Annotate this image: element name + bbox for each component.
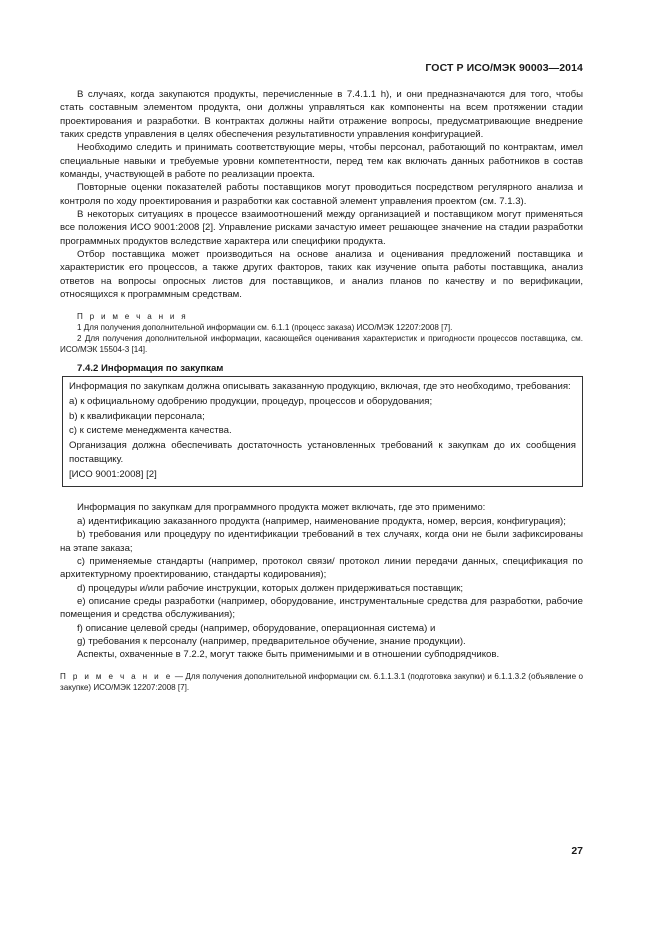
software-info-item: g) требования к персоналу (например, предварительное обучение, знание продукции). [77, 635, 466, 647]
quote-intro: Информация по закупкам должна описывать заказанную продукцию, включая, где это необходимо, требования: [69, 381, 571, 393]
page-number: 27 [571, 845, 583, 857]
bottom-note-text: — Для получения дополнительной информации см. 6.1.1.3.1 (подготовка закупки) и 6.1.1.3.2 (объявление о закупке) ИСО/МЭК 12207:2008 [7]. [60, 671, 583, 692]
software-info-closing: Аспекты, охваченные в 7.2.2, могут также быть применимыми и в отношении субподрядчиков. [77, 649, 500, 661]
notes-block [60, 311, 583, 356]
page-content [60, 88, 583, 693]
body-paragraph: Повторные оценки показателей работы поставщиков могут проводиться посредством регулярного анализа и контроля по ходу проектирования и разработки как составной элемент управления проектом (см. 7.1.3). [60, 182, 583, 207]
bottom-note-label: П р и м е ч а н и е [60, 671, 173, 681]
quote-closing: Организация должна обеспечивать достаточность установленных требований к закупкам до их сообщения поставщику. [69, 439, 576, 466]
quote-item: c) к системе менеджмента качества. [69, 425, 232, 437]
quote-item: b) к квалификации персонала; [69, 410, 205, 422]
bottom-note [60, 671, 583, 693]
software-info-item: e) описание среды разработки (например, оборудование, инструментальные средства для разработки, рабочие помещения и средства обслуживания); [60, 595, 583, 621]
section-heading: 7.4.2 Информация по закупкам [77, 363, 224, 375]
iso-quote-box [62, 376, 583, 487]
note-item: 1 Для получения дополнительной информации см. 6.1.1 (процесс заказа) ИСО/МЭК 12207:2008 [7]. [77, 322, 453, 332]
standard-header: ГОСТ Р ИСО/МЭК 90003—2014 [425, 62, 583, 74]
software-info-item: b) требования или процедуру по идентификации требований в тех случаях, когда они не были зафиксированы на этапе заказа; [60, 529, 583, 554]
note-item: 2 Для получения дополнительной информации, касающейся оценивания характеристик и пригодности процессов поставщика, см. ИСО/МЭК 15504-3 [14]. [60, 333, 583, 355]
quote-reference: [ИСО 9001:2008] [2] [69, 468, 157, 480]
quote-item: a) к официальному одобрению продукции, процедур, процессов и оборудования; [69, 395, 433, 407]
body-paragraph: Необходимо следить и принимать соответствующие меры, чтобы персонал, работающий по контрактам, имел специальные навыки и требуемые уровни компетентности, перед тем как включать данных работников в состав команды, участвующей в работе по реализации проекта. [60, 142, 583, 181]
software-info-item: d) процедуры и/или рабочие инструкции, которых должен придерживаться поставщик; [77, 582, 464, 594]
body-paragraph: Отбор поставщика может производиться на основе анализа и оценивания предложений поставщика и характеристик его процессов, а также других факторов, таких как изучение опыта работы поставщика, анализ ответов на вопросы опросных листов для поставщиков, и анализ планов по качеству и по верификации, относящихся к программным средствам. [60, 249, 583, 301]
notes-title: П р и м е ч а н и я [77, 311, 188, 321]
body-paragraph: В некоторых ситуациях в процессе взаимоотношений между организацией и поставщиком могут применяться все положения ИСО 9001:2008 [2]. Управление рисками зачастую имеет решающее значение на стадии разработки программных продуктов вследствие характера или специфики продукта. [60, 209, 583, 247]
software-info-item: a) идентификацию заказанного продукта (например, наименование продукта, номер, версия, конфигурация); [77, 515, 566, 527]
body-paragraph: В случаях, когда закупаются продукты, перечисленные в 7.4.1.1 h), и они предназначаются для того, чтобы стать составным элементом продукта, они должны управляться как компоненты на всем протяжении стадии проектирования и разработки. В контрактах должны найти отражение вопросы, предусматривающие внедрение таких средств управления в целях обеспечения результативности управления конфигурацией. [60, 89, 583, 141]
software-info-item: c) применяемые стандарты (например, протокол связи/ протокол линии передачи данных, спецификация по архитектурному проектированию, стандарты кодирования); [60, 555, 583, 581]
software-info-block [60, 501, 583, 661]
software-info-item: f) описание целевой среды (например, оборудование, операционная система) и [77, 622, 436, 634]
software-info-intro: Информация по закупкам для программного продукта может включать, где это применимо: [77, 502, 486, 514]
